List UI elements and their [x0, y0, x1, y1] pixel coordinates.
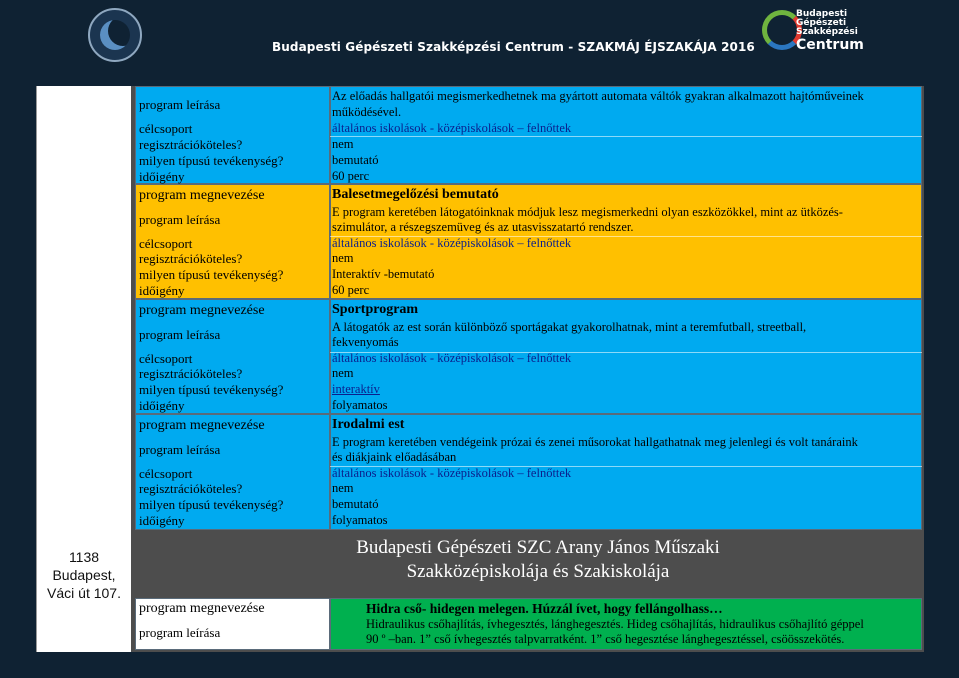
label-duration: időigény: [139, 513, 185, 528]
program-desc-line: és diákjaink előadásában: [332, 450, 457, 464]
label-target: célcsoport: [139, 351, 193, 366]
label-desc: program leírása: [139, 212, 221, 227]
logo-text-1: Budapesti: [796, 9, 848, 19]
logo-text-4: Centrum: [796, 37, 864, 53]
program-duration: 60 perc: [332, 283, 370, 297]
address-text: 1138 Budapest, Váci út 107.: [47, 549, 121, 601]
program-desc-line: fekvenyomás: [332, 335, 399, 349]
program-desc-line: E program keretében vendégeink prózai és zenei műsorokat hallgathatnak meg jelenlegi és volt tanáraink: [332, 435, 858, 449]
school-name-line-2: Szakközépiskolája és Szakiskolája: [406, 561, 670, 582]
label-desc: program leírása: [139, 625, 221, 640]
program-target: általános iskolások - középiskolások – felnőttek: [332, 121, 572, 135]
program-desc-line: Hidraulikus csőhajlítás, ívhegesztés, lánghegesztés. Hideg csőhajlítás, hidraulikus csőhajlító géppel: [366, 617, 864, 631]
program-target: általános iskolások - középiskolások – felnőttek: [332, 466, 572, 480]
program-registration: nem: [332, 251, 354, 265]
centrum-logo: [762, 8, 864, 54]
program-target: általános iskolások - középiskolások – felnőttek: [332, 351, 572, 365]
label-target: célcsoport: [139, 121, 193, 136]
label-type: milyen típusú tevékenység?: [139, 382, 284, 397]
label-registration: regisztrációköteles?: [139, 366, 243, 381]
label-name: program megnevezése: [139, 188, 265, 203]
label-name: program megnevezése: [139, 418, 265, 433]
label-name: program megnevezése: [139, 601, 265, 616]
label-target: célcsoport: [139, 236, 193, 251]
address-cell: [36, 86, 131, 652]
program-registration: nem: [332, 481, 354, 495]
label-name: program megnevezése: [139, 303, 265, 318]
program-registration: nem: [332, 366, 354, 380]
program-title: Balesetmegelőzési bemutató: [332, 187, 499, 202]
program-target: általános iskolások - középiskolások – felnőttek: [332, 236, 572, 250]
program-desc-line: E program keretében látogatóinknak módjuk lesz megismerkedni olyan eszközökkel, mint az ütközés-: [332, 205, 843, 219]
label-desc: program leírása: [139, 97, 221, 112]
program-title: Hidra cső- hidegen melegen. Húzzál ívet, hogy fellángolhass…: [366, 601, 723, 616]
program-duration: folyamatos: [332, 513, 388, 527]
program-desc-line: A látogatók az est során különböző sportágakat gyakorolhatnak, mint a teremfutball, streetball,: [332, 320, 807, 334]
program-registration: nem: [332, 137, 354, 151]
page-title: Budapesti Gépészeti Szakképzési Centrum - SZAKMÁJ ÉJSZAKÁJA 2016: [272, 40, 755, 54]
program-desc-line: szimulátor, a részegszemüveg és az utasvisszatartó rendszer.: [332, 220, 634, 234]
logo-text-2: Gépészeti: [796, 18, 847, 28]
school-name-line-1: Budapesti Gépészeti SZC Arany János Műszaki: [356, 537, 720, 558]
label-duration: időigény: [139, 169, 185, 184]
label-desc: program leírása: [139, 327, 221, 342]
program-duration: folyamatos: [332, 398, 388, 412]
label-target: célcsoport: [139, 466, 193, 481]
program-desc-line: 90 º –ban. 1” cső ívhegesztés talpvarratként. 1” cső hegesztése lánghegesztéssel, csöösszekötés.: [366, 632, 845, 646]
school-name: [318, 536, 758, 584]
top-bar: [0, 0, 959, 82]
program-desc-line: működésével.: [332, 105, 402, 119]
label-registration: regisztrációköteles?: [139, 481, 243, 496]
label-type: milyen típusú tevékenység?: [139, 153, 284, 168]
program-title: Sportprogram: [332, 302, 419, 317]
label-registration: regisztrációköteles?: [139, 251, 243, 266]
label-desc: program leírása: [139, 442, 221, 457]
label-duration: időigény: [139, 283, 185, 298]
program-type: interaktív: [332, 382, 380, 396]
label-type: milyen típusú tevékenység?: [139, 497, 284, 512]
label-registration: regisztrációköteles?: [139, 137, 243, 152]
night-logo: [88, 8, 142, 62]
program-desc-line: Az előadás hallgatói megismerkedhetnek ma gyártott automata váltók gyakran alkalmazott hajtóműveinek: [332, 89, 864, 103]
label-type: milyen típusú tevékenység?: [139, 267, 284, 282]
logo-text-3: Szakképzési: [796, 27, 858, 37]
program-type: bemutató: [332, 497, 379, 511]
program-type: bemutató: [332, 153, 379, 167]
program-duration: 60 perc: [332, 169, 370, 183]
program-title: Irodalmi est: [332, 417, 405, 432]
program-type: Interaktív -bemutató: [332, 267, 435, 281]
label-duration: időigény: [139, 398, 185, 413]
